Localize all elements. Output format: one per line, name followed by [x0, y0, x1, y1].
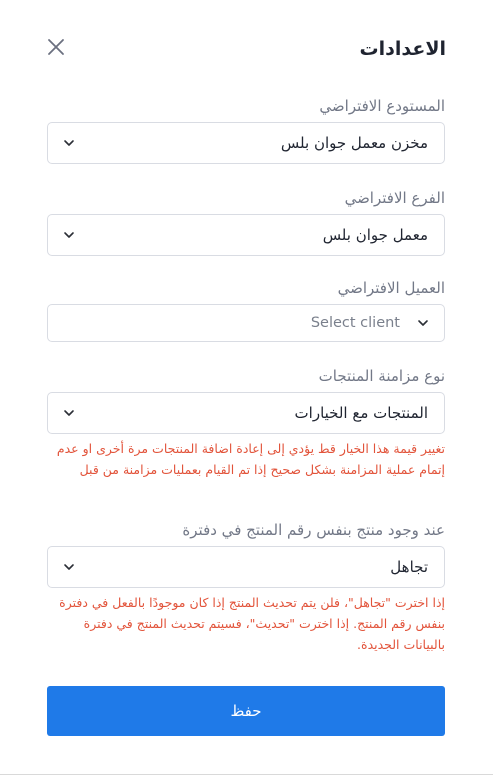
sync-type-select[interactable]	[47, 392, 445, 434]
client-label: العميل الافتراضي	[337, 279, 445, 297]
warehouse-field	[47, 95, 445, 164]
warehouse-label: المستودع الافتراضي	[319, 97, 445, 115]
client-field	[47, 277, 445, 342]
chevron-down-icon	[62, 560, 76, 574]
warehouse-select[interactable]	[47, 122, 445, 164]
client-select[interactable]	[47, 304, 445, 342]
client-placeholder: Select client	[310, 315, 400, 331]
chevron-down-icon	[62, 228, 76, 242]
sync-type-label: نوع مزامنة المنتجات	[318, 367, 445, 385]
duplicate-label: عند وجود منتج بنفس رقم المنتج في دفترة	[182, 521, 445, 539]
warehouse-value: مخزن معمل جوان بلس	[280, 134, 428, 152]
duplicate-value: تجاهل	[390, 558, 428, 576]
save-button[interactable]: حفظ	[47, 686, 445, 736]
sync-type-value: المنتجات مع الخيارات	[294, 404, 428, 422]
duplicate-select[interactable]	[47, 546, 445, 588]
chevron-down-icon	[416, 316, 430, 330]
duplicate-field	[47, 519, 445, 655]
branch-label: الفرع الافتراضي	[344, 189, 445, 207]
close-icon	[47, 38, 65, 56]
branch-select[interactable]	[47, 214, 445, 256]
sync-type-warning: تغيير قيمة هذا الخيار قط يؤدي إلى إعادة اضافة المنتجات مرة أخرى او عدم إتمام عملية المزامنة بشكل صحيح إذا تم القيام بعمليات مزامنة من قبل	[56, 441, 445, 477]
duplicate-help: إذا اخترت "تجاهل"، فلن يتم تحديث المنتج إذا كان موجودًا بالفعل في دفترة بنفس رقم المنتج. إذا اخترت "تحديث"، فسيتم تحديث المنتج في دفترة بالبيانات الجديدة.	[59, 595, 445, 652]
dialog-header	[47, 36, 446, 64]
branch-value: معمل جوان بلس	[322, 226, 428, 244]
sync-type-field	[47, 365, 445, 480]
dialog-title: الاعدادات	[359, 38, 446, 60]
close-button[interactable]	[47, 38, 65, 56]
divider	[0, 774, 493, 775]
chevron-down-icon	[62, 406, 76, 420]
chevron-down-icon	[62, 136, 76, 150]
branch-field	[47, 187, 445, 256]
